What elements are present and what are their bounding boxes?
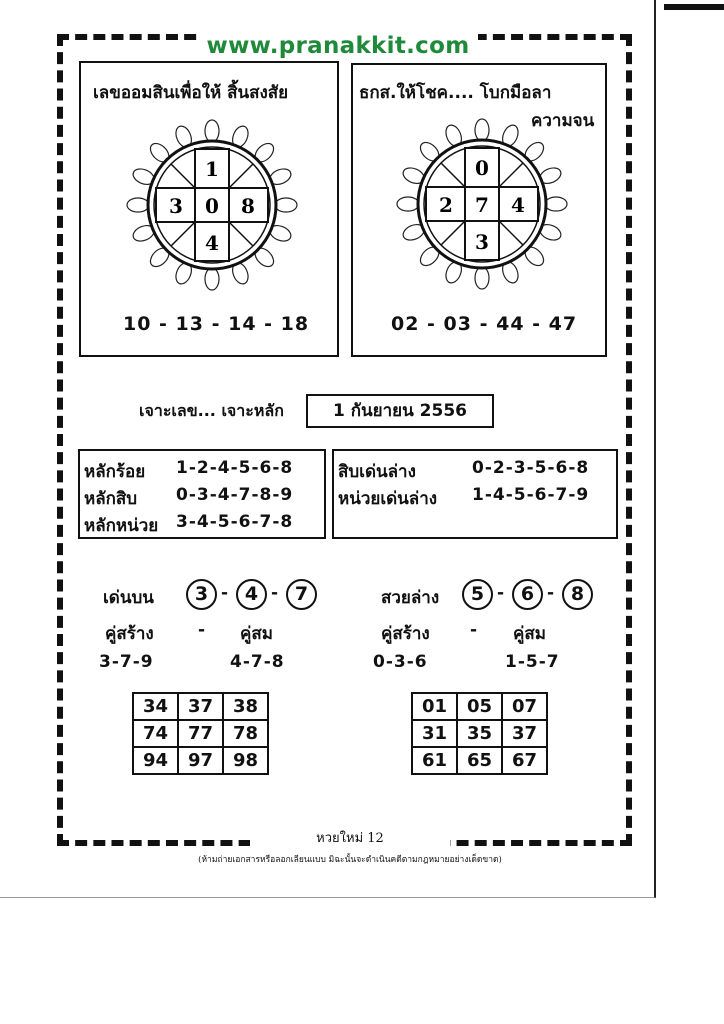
grid-cell: 35 — [457, 720, 502, 747]
lower-number-grid — [411, 692, 548, 775]
digit-row-label: สิบเด่นล่าง — [338, 462, 416, 482]
upper-dash: - — [198, 620, 206, 640]
date-section-label: เจาะเลข... เจาะหลัก — [139, 401, 284, 420]
lower-pair-label: คู่สร้าง — [381, 624, 430, 644]
lotus-petal — [545, 197, 567, 211]
wheel-center-digit: 0 — [205, 194, 219, 218]
left-panel-title: เลขออมสินเพื่อให้ สิ้นสงสัย — [93, 83, 289, 103]
digit-box-right — [332, 449, 618, 539]
lotus-petal — [127, 198, 149, 212]
left-pairs: 10 - 13 - 14 - 18 — [123, 313, 310, 335]
date-box: 1 กันยายน 2556 — [306, 394, 494, 428]
copyright-disclaimer: (ห้ามถ่ายเอกสารหรือลอกเลียนแบบ มิฉะนั้นจะดำเนินคดีตามกฎหมายอย่างเด็ดขาด) — [198, 855, 502, 865]
table-row — [412, 720, 547, 747]
digit-box-left — [78, 449, 326, 539]
lotus-petal — [205, 268, 219, 290]
grid-cell: 38 — [223, 693, 268, 720]
lotus-petal — [397, 197, 419, 211]
corner-bar — [664, 4, 724, 10]
table-row — [133, 693, 268, 720]
grid-cell: 37 — [502, 720, 547, 747]
lower-circle-1: 5 — [462, 579, 493, 610]
lotus-petal — [205, 120, 219, 142]
upper-number-grid — [132, 692, 269, 775]
upper-circle-1: 3 — [186, 579, 217, 610]
lower-circle-3: 8 — [562, 579, 593, 610]
upper-circle-3: 7 — [286, 579, 317, 610]
digit-row-value: 1-4-5-6-7-9 — [472, 485, 590, 505]
upper-circle-sep: - — [271, 583, 279, 603]
right-panel-title-line2: ความจน — [531, 111, 595, 131]
grid-cell: 34 — [133, 693, 178, 720]
left-panel — [79, 61, 339, 357]
wheel-top-digit: 0 — [475, 156, 489, 180]
upper-pair-label: คู่สร้าง — [105, 624, 154, 644]
wheel-right-digit: 4 — [511, 193, 525, 217]
digit-row-label: หลักหน่วย — [84, 516, 159, 536]
wheel-top-digit: 1 — [205, 157, 219, 181]
wheel-bottom-digit: 4 — [205, 231, 219, 255]
watermark: www.pranakkit.com — [198, 31, 478, 61]
grid-cell: 67 — [502, 747, 547, 774]
upper-pair-value: 3-7-9 — [99, 652, 154, 672]
lower-combo-value: 1-5-7 — [505, 652, 560, 672]
upper-circle-sep: - — [221, 583, 229, 603]
lower-circle-sep: - — [497, 583, 505, 603]
grid-cell: 61 — [412, 747, 457, 774]
right-panel — [351, 63, 607, 357]
lower-combo-label: คู่สม — [513, 624, 546, 644]
lower-label: สวยล่าง — [381, 588, 440, 608]
wheel-right-digit: 8 — [241, 194, 255, 218]
digit-row-label: หน่วยเด่นล่าง — [338, 489, 438, 509]
digit-row-value: 1-2-4-5-6-8 — [176, 458, 294, 478]
grid-cell: 78 — [223, 720, 268, 747]
table-row — [412, 747, 547, 774]
digit-row-value: 0-2-3-5-6-8 — [472, 458, 590, 478]
grid-cell: 07 — [502, 693, 547, 720]
right-panel-title: ธกส.ให้โชค.... โบกมือลา — [359, 83, 552, 103]
upper-combo-label: คู่สม — [240, 624, 273, 644]
grid-cell: 98 — [223, 747, 268, 774]
table-row — [133, 747, 268, 774]
right-wheel-graphic — [396, 118, 568, 290]
digit-row-value: 3-4-5-6-7-8 — [176, 512, 294, 532]
wheel-left-digit: 2 — [439, 193, 453, 217]
grid-cell: 37 — [178, 693, 223, 720]
right-pairs: 02 - 03 - 44 - 47 — [391, 313, 578, 335]
lotus-petal — [475, 119, 489, 141]
digit-row-label: หลักร้อย — [84, 462, 146, 482]
wheel-bottom-digit: 3 — [475, 230, 489, 254]
left-wheel — [126, 119, 298, 291]
table-row — [412, 693, 547, 720]
table-row — [133, 720, 268, 747]
digit-row-value: 0-3-4-7-8-9 — [176, 485, 294, 505]
grid-cell: 74 — [133, 720, 178, 747]
page-footer: หวยใหม่ 12 — [250, 828, 450, 850]
lotus-petal — [275, 198, 297, 212]
grid-cell: 31 — [412, 720, 457, 747]
lower-pair-value: 0-3-6 — [373, 652, 428, 672]
lotus-petal — [475, 267, 489, 289]
digit-row-label: หลักสิบ — [84, 489, 138, 509]
grid-cell: 01 — [412, 693, 457, 720]
left-wheel-graphic — [126, 119, 298, 291]
right-wheel — [396, 118, 568, 290]
grid-cell: 05 — [457, 693, 502, 720]
lower-circle-2: 6 — [512, 579, 543, 610]
grid-cell: 77 — [178, 720, 223, 747]
wheel-left-digit: 3 — [169, 194, 183, 218]
upper-combo-value: 4-7-8 — [230, 652, 285, 672]
grid-cell: 97 — [178, 747, 223, 774]
grid-cell: 94 — [133, 747, 178, 774]
wheel-center-digit: 7 — [475, 193, 489, 217]
lower-circle-sep: - — [547, 583, 555, 603]
upper-circle-2: 4 — [236, 579, 267, 610]
grid-cell: 65 — [457, 747, 502, 774]
upper-label: เด่นบน — [103, 588, 154, 608]
lower-dash: - — [470, 620, 478, 640]
